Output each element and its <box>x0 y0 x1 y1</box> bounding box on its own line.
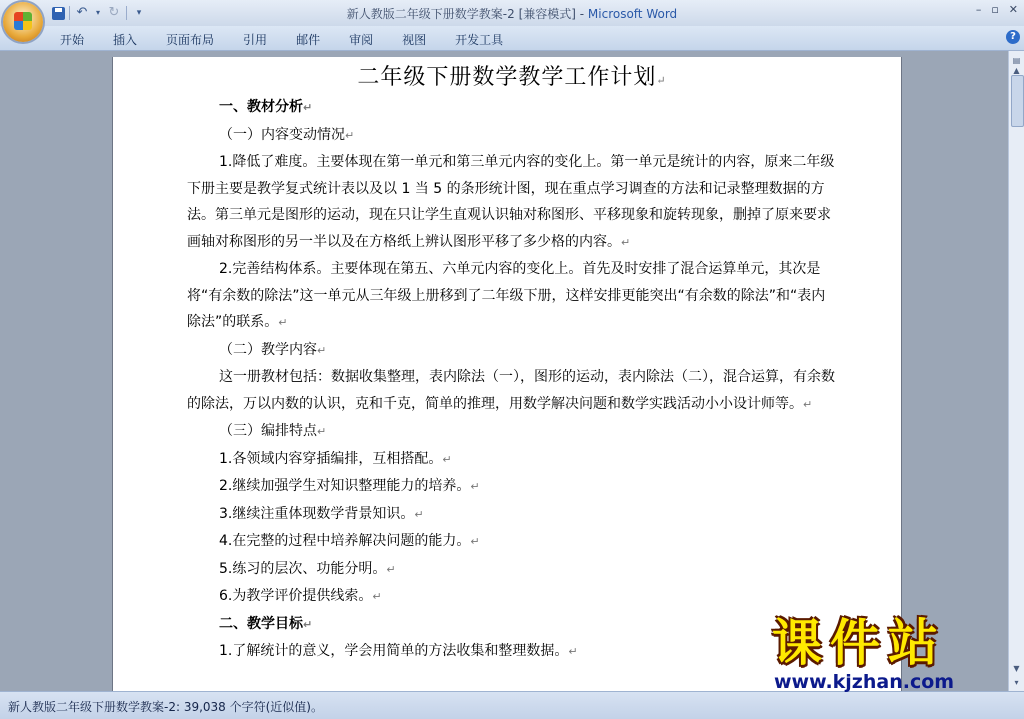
vertical-scrollbar[interactable] <box>1008 51 1024 691</box>
list-item: 2.继续加强学生对知识整理能力的培养。↵ <box>219 478 480 494</box>
scroll-down-icon[interactable]: ▼ <box>1013 664 1020 673</box>
tab-review[interactable]: 审阅 <box>349 33 374 47</box>
minimize-icon[interactable]: – <box>975 3 982 16</box>
app-name: Microsoft Word <box>587 7 678 21</box>
watermark-url: www.kjzhan.com <box>774 671 955 693</box>
watermark-logo-text: 课件站 <box>772 614 946 672</box>
tab-page-layout[interactable]: 页面布局 <box>166 33 215 47</box>
tab-developer[interactable]: 开发工具 <box>455 33 504 47</box>
subsection-heading: （一）内容变动情况↵ <box>219 126 355 143</box>
scrollbar-thumb[interactable] <box>1011 75 1024 127</box>
ribbon <box>0 26 1024 51</box>
scroll-up-icon[interactable]: ▲ <box>1013 66 1020 75</box>
tab-mailings[interactable]: 邮件 <box>296 33 321 47</box>
section-heading: 一、教材分析↵ <box>219 99 313 115</box>
tab-insert[interactable]: 插入 <box>113 33 138 47</box>
office-button[interactable] <box>3 2 43 42</box>
undo-dropdown-icon[interactable]: ▾ <box>95 8 100 17</box>
document-body[interactable] <box>187 63 837 666</box>
body-paragraph: 这一册教材包括：数据收集整理，表内除法（一），图形的运动，表内除法（二），混合运算，有余数的除法，万以内数的认识，克和千克，简单的推理，用数学解决问题和数学实践活动小小设计师等。↵ <box>187 369 835 412</box>
status-text: 新人教版二年级下册数学教案-2: 39,038 个字符(近似值)。 <box>8 700 323 714</box>
body-paragraph: 1.降低了难度。主要体现在第一单元和第三单元内容的变化上。第一单元是统计的内容，原来二年级下册主要是教学复式统计表以及以 1 当 5 的条形统计图，现在重点学习调查的方法和记录整理数据的方法。第三单元是图形的运动，现在只让学生直观认识轴对称图形、平移现象和旋转现象，删掉了原来要求画轴对称图形的另一半以及在方格纸上辨认图形平移了多少格的内容。↵ <box>187 154 835 250</box>
window-controls <box>976 3 1018 16</box>
next-page-icon[interactable]: ▾ <box>1014 678 1019 687</box>
office-logo-icon <box>14 12 32 30</box>
status-bar <box>0 691 1024 719</box>
redo-icon[interactable]: ↻ <box>108 5 120 20</box>
window-title <box>0 5 1024 22</box>
document-name: 新人教版二年级下册数学教案-2 [兼容模式] - <box>346 7 588 21</box>
tab-view[interactable]: 视图 <box>402 33 427 47</box>
restore-icon[interactable]: ▫ <box>991 3 999 16</box>
document-title: 二年级下册数学教学工作计划↵ <box>357 65 667 90</box>
section-heading: 二、教学目标↵ <box>219 615 313 632</box>
tab-references[interactable]: 引用 <box>243 33 268 47</box>
list-item: 4.在完整的过程中培养解决问题的能力。↵ <box>219 533 480 549</box>
ruler-toggle-icon[interactable]: ▤ <box>1012 56 1021 65</box>
list-item: 1.了解统计的意义，学会用简单的方法收集和整理数据。↵ <box>219 643 578 659</box>
list-item: 1.各领域内容穿插编排，互相搭配。↵ <box>219 450 452 467</box>
document-page[interactable] <box>113 57 901 691</box>
title-bar <box>0 0 1024 26</box>
list-item: 3.继续注重体现数学背景知识。↵ <box>219 505 424 522</box>
list-item: 5.练习的层次、功能分明。↵ <box>219 560 396 577</box>
undo-icon[interactable]: ↶ <box>76 5 88 20</box>
body-paragraph: 2.完善结构体系。主要体现在第五、六单元内容的变化上。首先及时安排了混合运算单元，其次是将“有余数的除法”这一单元从三年级上册移到了二年级下册，这样安排更能突出“有余数的除法”和“表内除法”的联系。↵ <box>187 261 826 330</box>
tab-home[interactable]: 开始 <box>60 33 85 47</box>
close-icon[interactable]: ✕ <box>1008 3 1018 16</box>
subsection-heading: （三）编排特点↵ <box>219 423 327 439</box>
customize-toolbar-icon[interactable]: ▾ <box>136 8 142 18</box>
list-item: 6.为教学评价提供线索。↵ <box>219 588 382 604</box>
site-watermark <box>772 615 1012 691</box>
document-workspace <box>0 51 1008 691</box>
subsection-heading: （二）教学内容↵ <box>219 341 327 358</box>
ribbon-tabs <box>60 31 532 48</box>
help-icon[interactable]: ? <box>1006 30 1020 44</box>
